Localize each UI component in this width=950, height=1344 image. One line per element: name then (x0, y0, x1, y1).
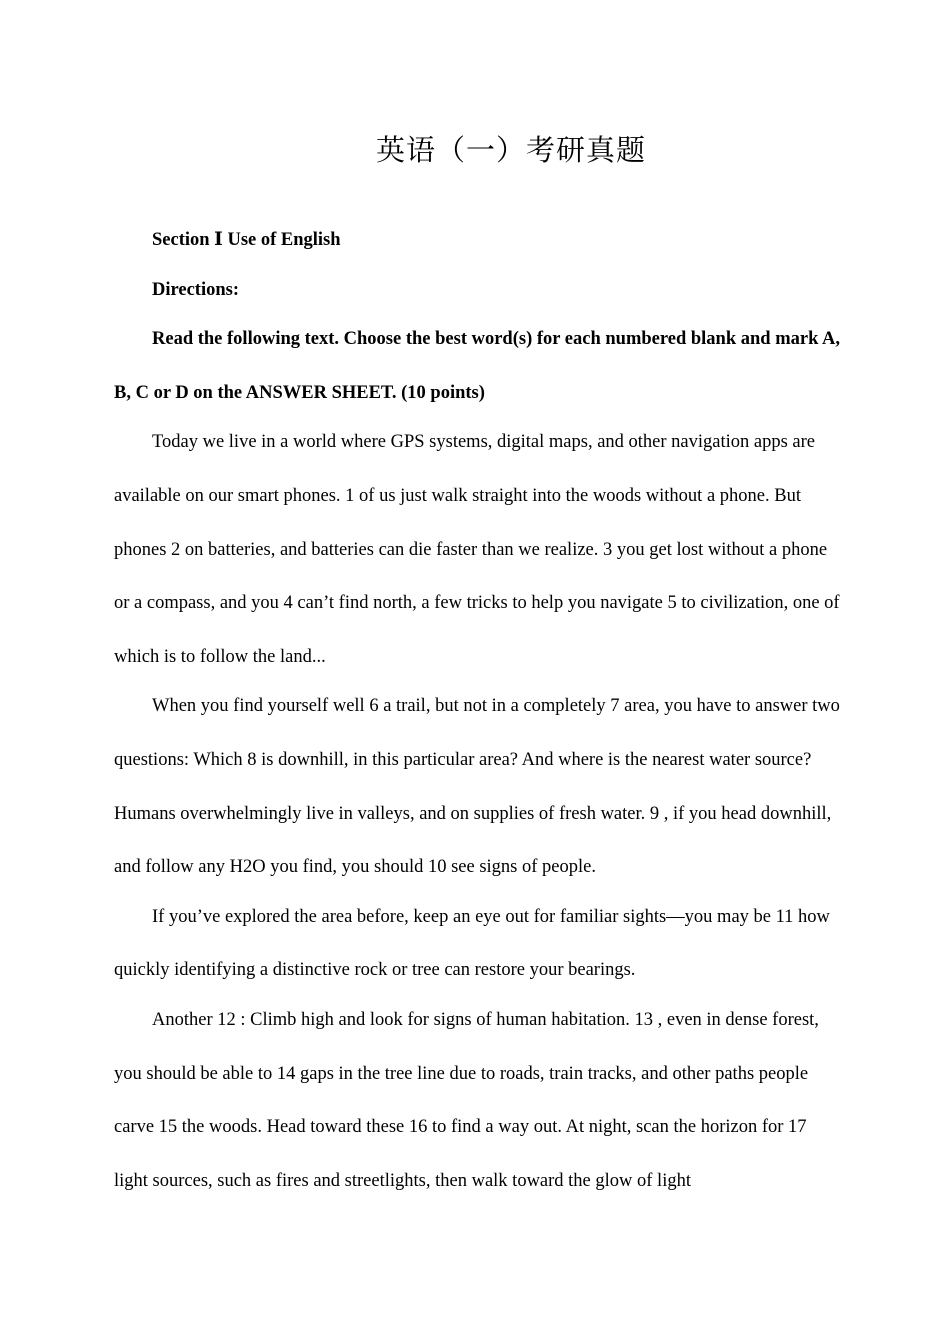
directions-label: Directions: (152, 279, 239, 300)
section-heading: Section Ⅰ Use of English (152, 230, 341, 250)
paragraph-2: When you find yourself well 6 a trail, but not in a completely 7 area, you have to answer two questions: Which 8 is downhill, in this particular area? And where is the nearest water source? Humans overwhelmingly live in valleys, and on supplies of fresh water. 9 , if you head downhill, and follow any H2O you find, you should 10 see signs of people. (114, 696, 840, 878)
directions-text: Read the following text. Choose the best word(s) for each numbered blank and mark A, B, C or D on the ANSWER SHEET. (10 points) (114, 329, 840, 403)
paragraph-1: Today we live in a world where GPS systems, digital maps, and other navigation apps are available on our smart phones. 1 of us just walk straight into the woods without a phone. But phones 2 on batteries, and batteries can die faster than we realize. 3 you get lost without a phone or a compass, and you 4 can’t find north, a few tricks to help you navigate 5 to civilization, one of which is to follow the land... (114, 432, 840, 667)
paragraph-4: Another 12 : Climb high and look for signs of human habitation. 13 , even in dense forest, you should be able to 14 gaps in the tree line due to roads, train tracks, and other paths people carve 15 the woods. Head toward these 16 to find a way out. At night, scan the horizon for 17 light sources, such as fires and streetlights, then walk toward the glow of light (114, 1009, 819, 1191)
page-title: 英语（一）考研真题 (375, 133, 646, 167)
paragraph-3: If you’ve explored the area before, keep an eye out for familiar sights—you may be 11 how quickly identifying a distinctive rock or tree can restore your bearings. (114, 906, 830, 981)
document-body (114, 214, 844, 1208)
